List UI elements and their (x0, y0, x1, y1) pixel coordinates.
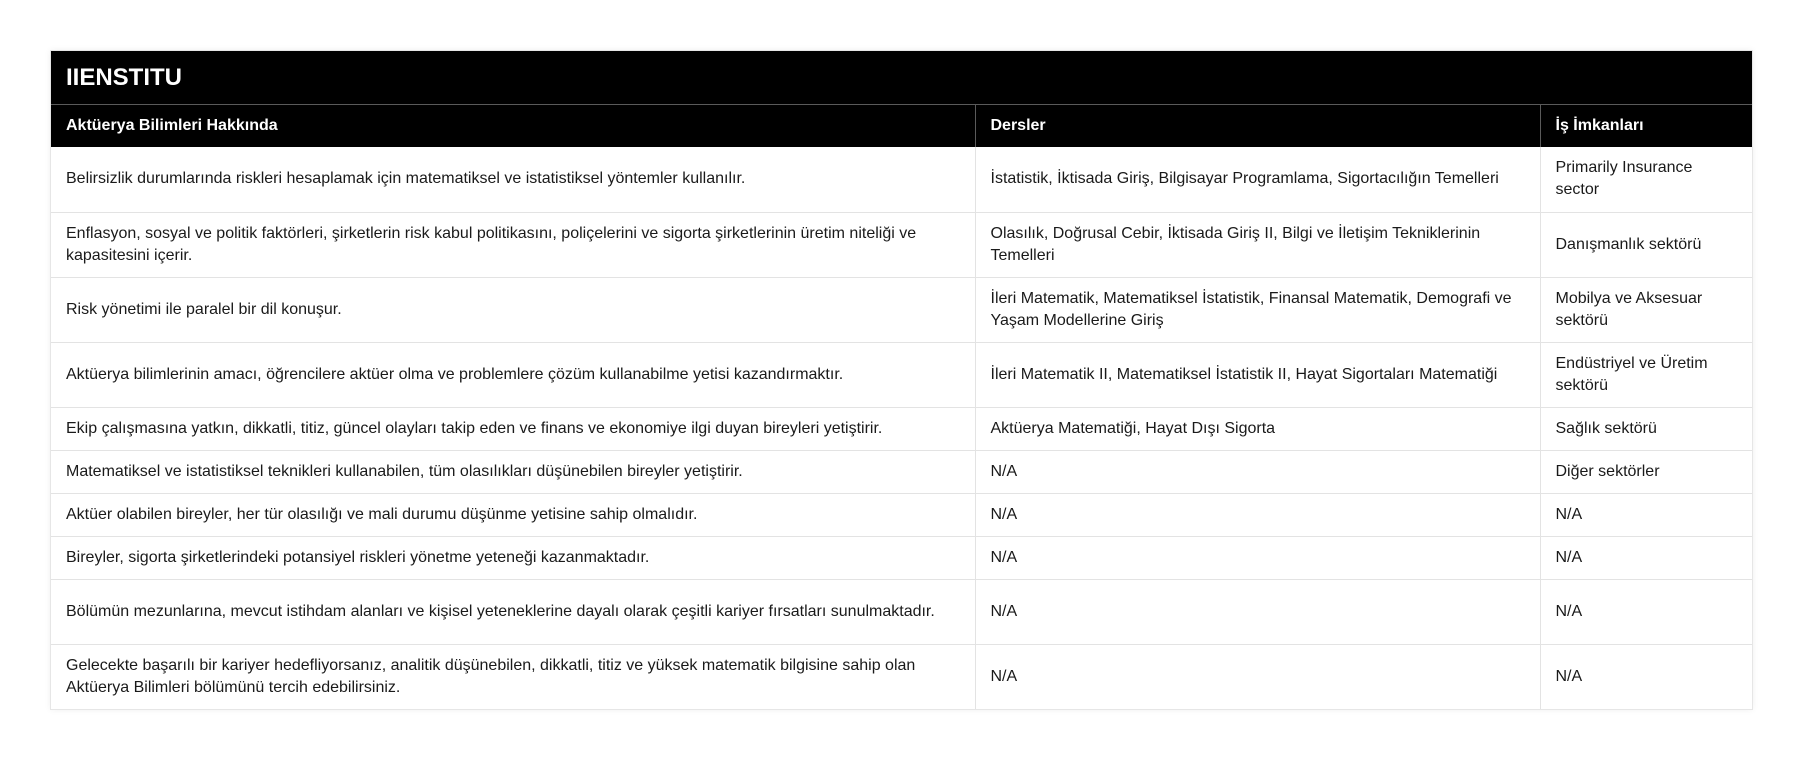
courses-cell: N/A (975, 644, 1540, 709)
table-row (51, 450, 1752, 493)
about-cell: Bireyler, sigorta şirketlerindeki potansiyel riskleri yönetme yeteneği kazanmaktadır. (51, 536, 975, 579)
about-cell: Enflasyon, sosyal ve politik faktörleri, şirketlerin risk kabul politikasını, poliçelerini ve sigorta şirketlerinin üretim niteliği ve kapasitesini içerir. (51, 212, 975, 277)
courses-cell: İstatistik, İktisada Giriş, Bilgisayar Programlama, Sigortacılığın Temelleri (975, 147, 1540, 212)
jobs-cell: Endüstriyel ve Üretim sektörü (1540, 342, 1752, 407)
courses-cell: N/A (975, 450, 1540, 493)
about-cell: Aktüer olabilen bireyler, her tür olasılığı ve mali durumu düşünme yetisine sahip olmalıdır. (51, 493, 975, 536)
jobs-cell: Primarily Insurance sector (1540, 147, 1752, 212)
table-row (51, 277, 1752, 342)
column-header-jobs: İş İmkanları (1540, 105, 1752, 147)
table-row (51, 147, 1752, 212)
about-cell: Bölümün mezunlarına, mevcut istihdam alanları ve kişisel yeteneklerine dayalı olarak çeşitli kariyer fırsatları sunulmaktadır. (51, 579, 975, 644)
jobs-cell: Diğer sektörler (1540, 450, 1752, 493)
column-header-about: Aktüerya Bilimleri Hakkında (51, 105, 975, 147)
jobs-cell: N/A (1555, 667, 1583, 685)
table-row (51, 644, 1752, 709)
courses-cell: N/A (975, 536, 1540, 579)
jobs-cell: Mobilya ve Aksesuar sektörü (1540, 277, 1752, 342)
header-row (51, 105, 1752, 147)
courses-cell: İleri Matematik, Matematiksel İstatistik, Finansal Matematik, Demografi ve Yaşam Modellerine Giriş (975, 277, 1540, 342)
about-cell: Gelecekte başarılı bir kariyer hedefliyorsanız, analitik düşünebilen, dikkatli, titiz ve yüksek matematik bilgisine sahip olan Aktüerya Bilimleri bölümünü tercih edebilirsiniz. (51, 644, 975, 709)
courses-cell: Olasılık, Doğrusal Cebir, İktisada Giriş II, Bilgi ve İletişim Tekniklerinin Temelleri (975, 212, 1540, 277)
about-cell: Belirsizlik durumlarında riskleri hesaplamak için matematiksel ve istatistiksel yöntemler kullanılır. (51, 147, 975, 212)
column-header-courses: Dersler (975, 105, 1540, 147)
jobs-cell: N/A (1540, 493, 1752, 536)
table-row (51, 407, 1752, 450)
about-cell: Ekip çalışmasına yatkın, dikkatli, titiz, güncel olayları takip eden ve finans ve ekonomiye ilgi duyan bireyleri yetiştirir. (51, 407, 975, 450)
brand-title: IIENSTITU (51, 51, 1752, 105)
jobs-cell: N/A (1540, 579, 1752, 644)
courses-cell: N/A (975, 493, 1540, 536)
info-table (51, 105, 1752, 709)
about-cell: Risk yönetimi ile paralel bir dil konuşur. (51, 277, 975, 342)
jobs-cell: Sağlık sektörü (1540, 407, 1752, 450)
table-row (51, 493, 1752, 536)
table-row (51, 536, 1752, 579)
courses-cell: İleri Matematik II, Matematiksel İstatistik II, Hayat Sigortaları Matematiği (975, 342, 1540, 407)
table-card (50, 50, 1753, 710)
jobs-cell: N/A (1540, 536, 1752, 579)
courses-cell: N/A (975, 579, 1540, 644)
about-cell: Matematiksel ve istatistiksel teknikleri kullanabilen, tüm olasılıkları düşünebilen bireyler yetiştirir. (51, 450, 975, 493)
courses-cell: Aktüerya Matematiği, Hayat Dışı Sigorta (975, 407, 1540, 450)
jobs-cell: Danışmanlık sektörü (1540, 212, 1752, 277)
about-cell: Aktüerya bilimlerinin amacı, öğrencilere aktüer olma ve problemlere çözüm kullanabilme yetisi kazandırmaktır. (51, 342, 975, 407)
table-row (51, 342, 1752, 407)
table-row (51, 579, 1752, 644)
table-row (51, 212, 1752, 277)
